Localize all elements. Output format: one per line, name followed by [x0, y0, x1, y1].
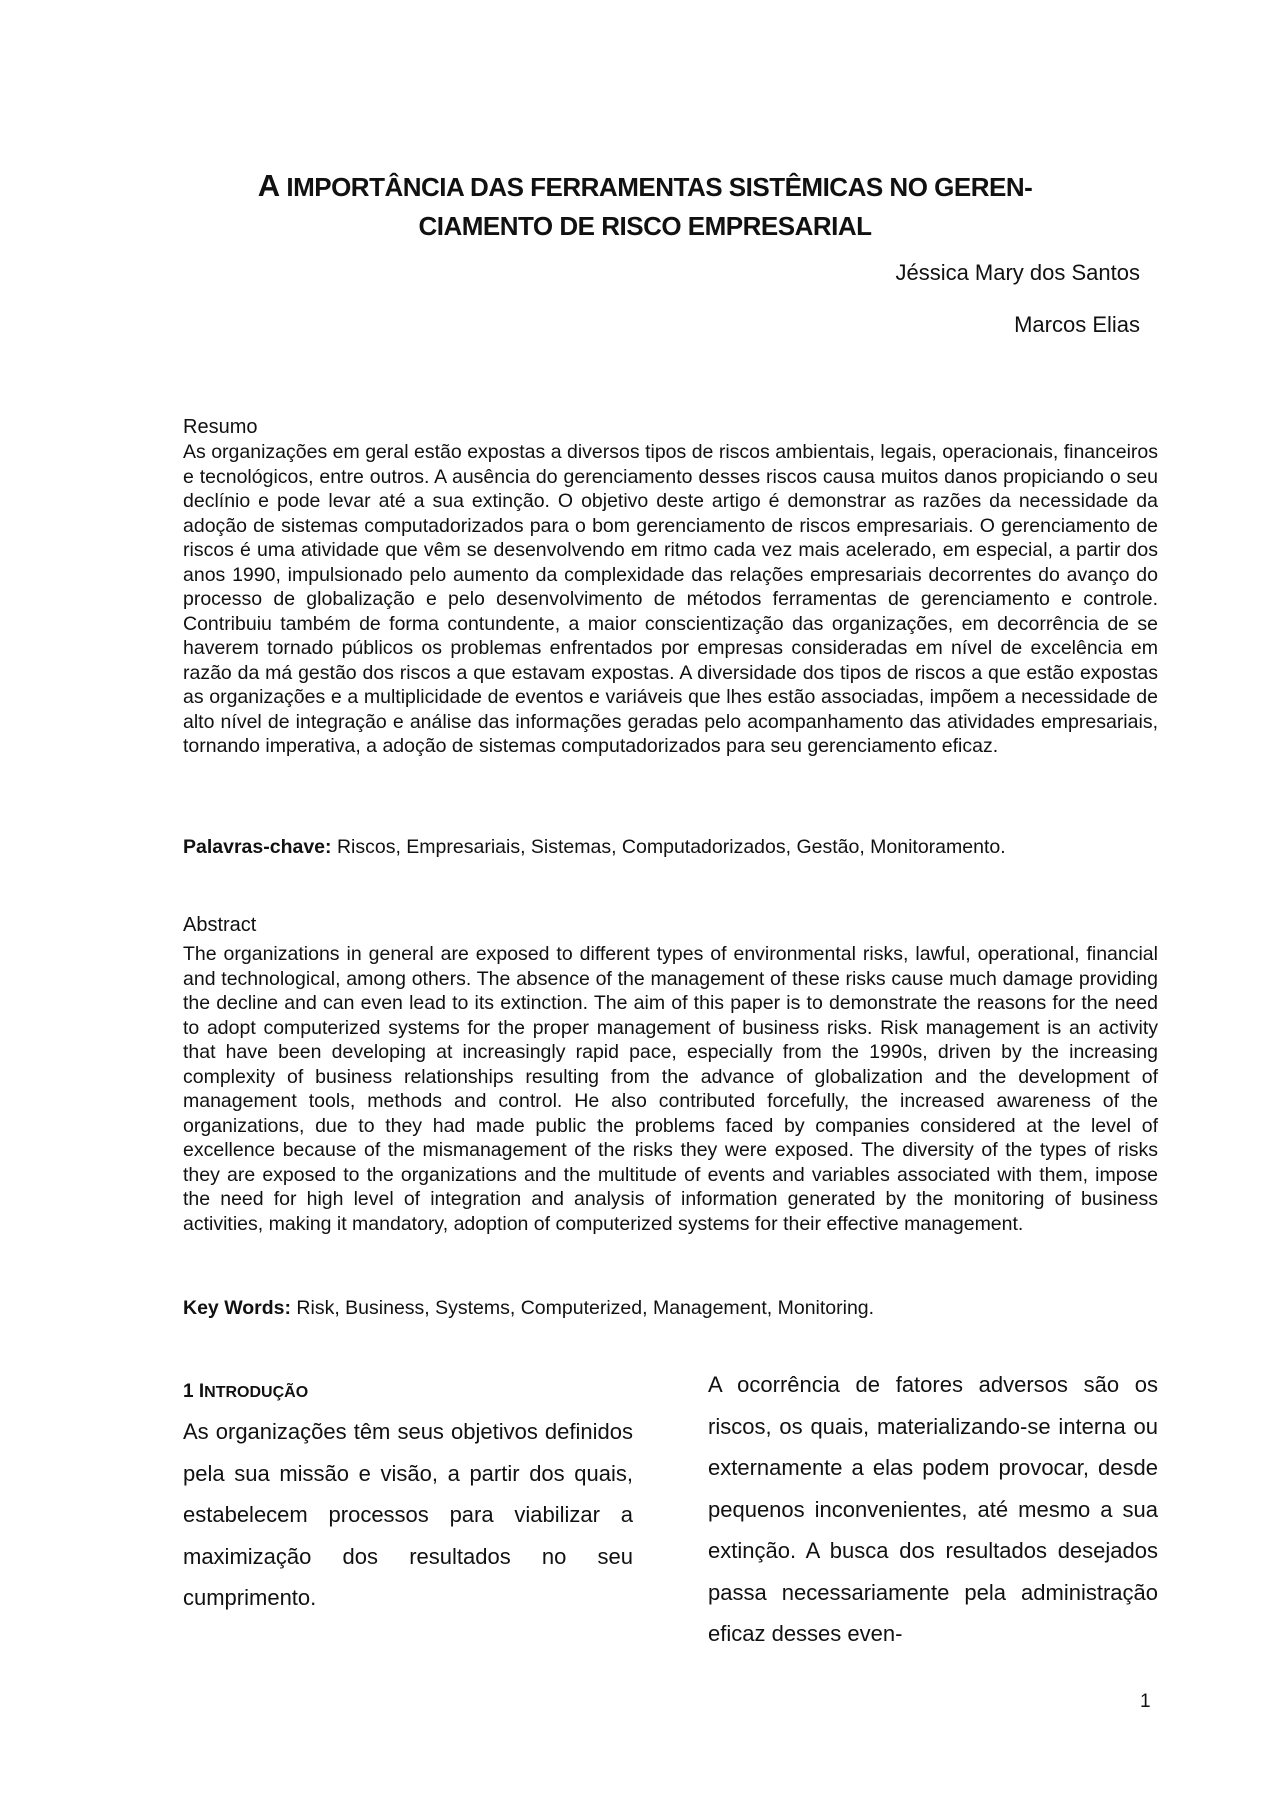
abstract-heading: Abstract — [183, 914, 257, 936]
section-number: 1 — [183, 1381, 199, 1402]
intro-right-paragraph: A ocorrência de fatores adversos são os riscos, os quais, materializando-se interna ou externamente a elas podem provocar, desde pequenos inconvenientes, até mesmo a sua extinção. A busca dos resultados desejados passa necessariamente pela administração eficaz desses even- — [708, 1372, 1158, 1646]
author-2: Marcos Elias — [1014, 312, 1140, 337]
title-first-letter: A — [257, 168, 280, 203]
keywords-label: Palavras-chave: — [183, 836, 332, 858]
intro-left-paragraph: As organizações têm seus objetivos definidos pela sua missão e visão, a partir dos quais, estabelecem processos para viabilizar a maximização dos resultados no seu cumprimento. — [183, 1419, 633, 1610]
title-line2: CIAMENTO DE RISCO EMPRESARIAL — [418, 211, 872, 241]
section-heading-introducao — [183, 1380, 308, 1405]
resumo-heading: Resumo — [183, 416, 258, 438]
paper-title — [185, 166, 1105, 246]
resumo-text: As organizações em geral estão expostas a diversos tipos de riscos ambientais, legais, operacionais, financeiros e tecnológicos, entre outros. A ausência do gerenciamento desses riscos causa muitos danos propiciando o seu declínio e pode levar até a sua extinção. O objetivo deste artigo é demonstrar as razões da necessidade da adoção de sistemas computadorizados para o bom gerenciamento de riscos empresariais. O gerenciamento de riscos é uma atividade que vêm se desenvolvendo em ritmo cada vez mais acelerado, em especial, a partir dos anos 1990, impulsionado pelo aumento da complexidade das relações empresariais decorrentes do avanço do processo de globalização e pelo desenvolvimento de métodos ferramentas de gerenciamento e controle. Contribuiu também de forma contundente, a maior conscientização das organizações, em decorrência de se haverem tornado públicos os problemas enfrentados por empresas consideradas em nível de excelência em razão da má gestão dos riscos a que estavam expostas. A diversidade dos tipos de riscos a que estão expostas as organizações e a multiplicidade de eventos e variáveis que lhes estão associadas, impõem a necessidade de alto nível de integração e análise das informações geradas pelo acompanhamento das atividades empresariais, tornando imperativa, a adoção de sistemas computadorizados para seu gerenciamento eficaz. — [183, 441, 1158, 757]
resumo-keywords — [183, 834, 1158, 860]
title-line1: IMPORTÂNCIA DAS FERRAMENTAS SISTÊMICAS NO GEREN- — [279, 172, 1033, 202]
page-number: 1 — [1140, 1691, 1151, 1712]
keywords-list: Riscos, Empresariais, Sistemas, Computadorizados, Gestão, Monitoramento. — [331, 836, 1006, 858]
author-1: Jéssica Mary dos Santos — [895, 260, 1140, 285]
abstract-text: The organizations in general are exposed to different types of environmental risks, lawful, operational, financial and technological, among others. The absence of the management of these risks cause much damage providing the decline and can even lead to its extinction. The aim of this paper is to demonstrate the reasons for the need to adopt computerized systems for the proper management of business risks. Risk management is an activity that have been developing at increasingly rapid pace, especially from the 1990s, driven by the increasing complexity of business relationships resulting from the advance of globalization and the development of management tools, methods and control. He also contributed forcefully, the increased awareness of the organizations, due to they had made public the problems faced by companies considered at the level of excellence because of the mismanagement of the risks they were exposed. The diversity of the types of risks they are exposed to the organizations and the multitude of events and variables associated with them, impose the need for high level of integration and analysis of information generated by the monitoring of business activities, making it mandatory, adoption of computerized systems for their effective management. — [183, 943, 1158, 1235]
abstract-keywords — [183, 1295, 1158, 1321]
section-heading-first: I — [198, 1381, 205, 1402]
keywords-list-en: Risk, Business, Systems, Computerized, Management, Monitoring. — [291, 1297, 875, 1319]
section-heading-rest: NTRODUÇÃO — [204, 1384, 309, 1401]
keywords-label-en: Key Words: — [183, 1297, 291, 1319]
